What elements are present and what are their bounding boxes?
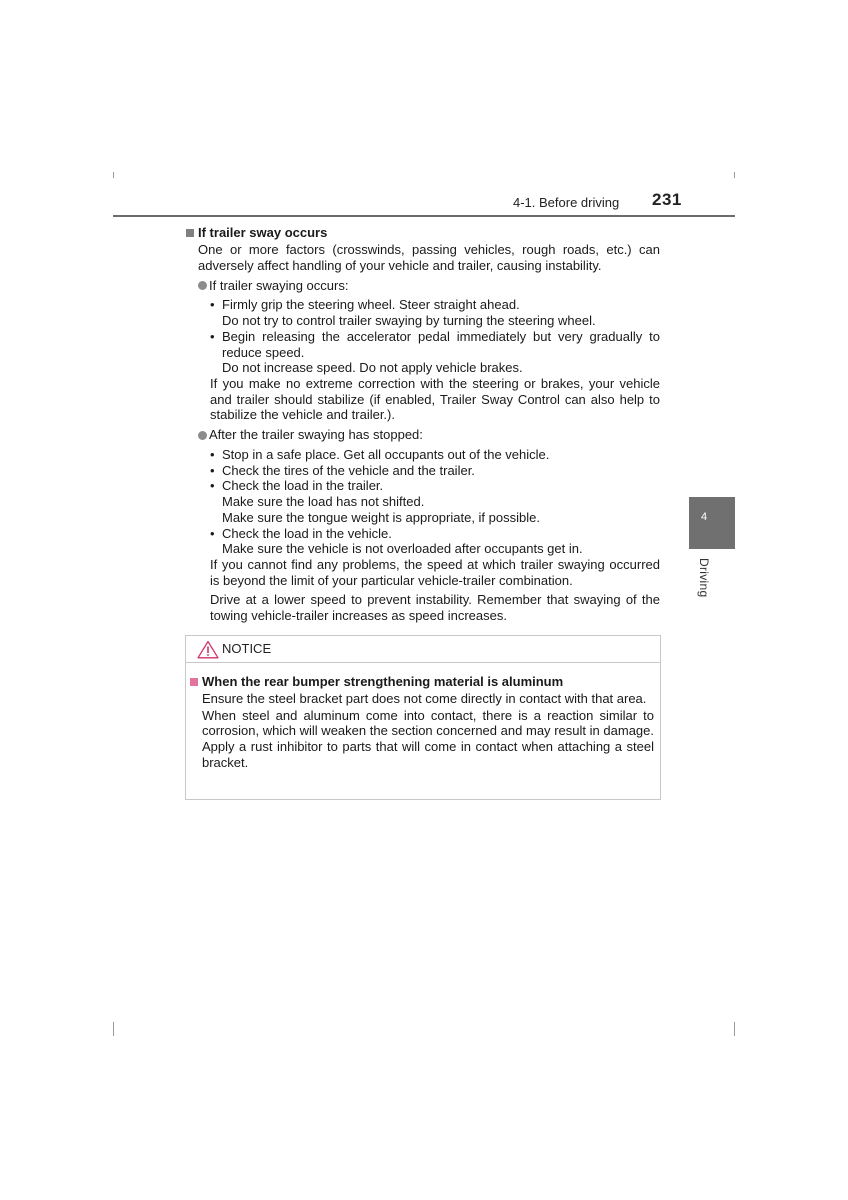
notice-paragraph-2: When steel and aluminum come into contact, there is a reaction similar to corrosion, which will weaken the section concerned and may result in damage. Apply a rust inhibitor to parts that will come in contact when attaching a steel bracket. <box>202 707 654 770</box>
section-heading: If trailer sway occurs <box>198 224 328 240</box>
chapter-tab-number: 4 <box>700 511 708 523</box>
page-number: 231 <box>652 190 682 209</box>
list-item <box>210 526 660 557</box>
square-bullet-icon <box>190 678 198 686</box>
crop-mark-top-left <box>113 172 114 178</box>
list-item-line: • Begin releasing the accelerator pedal immediately but very gradually to reduce speed. <box>222 328 660 360</box>
list-item <box>210 297 660 328</box>
list-item-line: • Stop in a safe place. Get all occupants out of the vehicle. <box>222 447 550 463</box>
subheading-swaying: If trailer swaying occurs: <box>209 277 349 293</box>
list-item-line: Make sure the tongue weight is appropriate, if possible. <box>222 509 540 525</box>
subheading-row-swaying <box>198 277 660 293</box>
after-followup-2: Drive at a lower speed to prevent instability. Remember that swaying of the towing vehicle-trailer increases as speed increases. <box>210 592 660 624</box>
crop-mark-top-right <box>734 172 735 178</box>
notice-box <box>185 635 661 800</box>
after-followup-1: If you cannot find any problems, the speed at which trailer swaying occurred is beyond the limit of your particular vehicle-trailer combination. <box>210 556 660 588</box>
notice-paragraph-1: Ensure the steel bracket part does not come directly in contact with that area. <box>202 691 647 706</box>
circle-bullet-icon <box>198 431 207 440</box>
list-item-line: Do not try to control trailer swaying by turning the steering wheel. <box>222 313 596 329</box>
list-item-line: Make sure the load has not shifted. <box>222 494 425 510</box>
header-rule <box>113 215 735 217</box>
main-content <box>186 224 660 624</box>
list-item-line: • Check the load in the vehicle. <box>222 525 392 541</box>
chapter-tab[interactable] <box>689 497 735 549</box>
crop-mark-bottom-left <box>113 1022 114 1036</box>
crop-mark-bottom-right <box>734 1022 735 1036</box>
notice-heading: When the rear bumper strengthening material is aluminum <box>202 673 564 689</box>
notice-heading-row <box>190 673 654 690</box>
section-label: 4-1. Before driving <box>513 195 620 210</box>
warning-triangle-icon <box>197 640 219 659</box>
subheading-after: After the trailer swaying has stopped: <box>209 427 423 443</box>
section-heading-row <box>186 224 660 241</box>
circle-bullet-icon <box>198 281 207 290</box>
list-item-line: Do not increase speed. Do not apply vehicle brakes. <box>222 360 523 376</box>
swaying-followup: If you make no extreme correction with the steering or brakes, your vehicle and trailer should stabilize (if enabled, Trailer Sway Control can also help to stabilize the vehicle and trailer.). <box>210 375 660 423</box>
notice-title: NOTICE <box>222 641 272 656</box>
list-item <box>210 478 660 525</box>
list-item-line: • Check the tires of the vehicle and the trailer. <box>222 462 475 478</box>
intro-paragraph: One or more factors (crosswinds, passing vehicles, rough roads, etc.) can adversely affect handling of your vehicle and trailer, causing instability. <box>198 242 660 273</box>
list-item <box>210 447 660 463</box>
notice-body <box>190 673 654 771</box>
list-item <box>210 463 660 479</box>
list-item-line: • Firmly grip the steering wheel. Steer straight ahead. <box>222 297 520 313</box>
swaying-steps-list <box>186 297 660 376</box>
list-item-line: Make sure the vehicle is not overloaded after occupants get in. <box>222 541 583 557</box>
chapter-tab-label: Driving <box>697 558 711 598</box>
after-steps-list <box>186 447 660 557</box>
list-item <box>210 329 660 376</box>
subheading-row-after <box>198 427 660 443</box>
square-bullet-icon <box>186 229 194 237</box>
list-item-line: • Check the load in the trailer. <box>222 478 384 494</box>
notice-header <box>186 636 660 663</box>
